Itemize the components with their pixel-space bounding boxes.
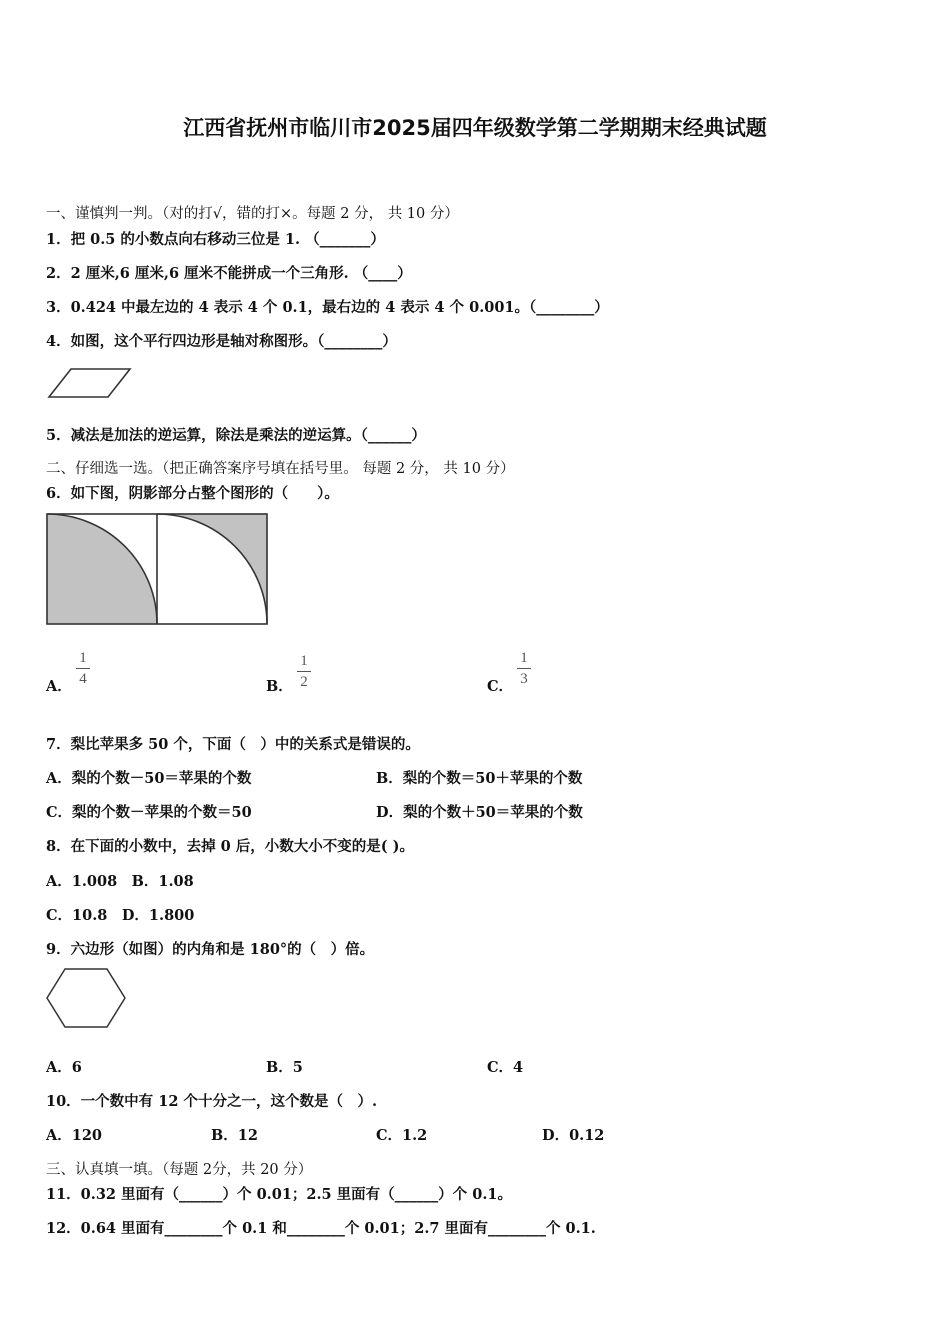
q7-option-b: B．梨的个数＝50＋苹果的个数 [376,770,583,787]
q6-option-c-fraction [514,649,534,688]
q7-option-a: A．梨的个数－50＝苹果的个数 [46,770,252,787]
question-10: 10．一个数中有 12 个十分之一，这个数是（ ）. [46,1093,377,1110]
fraction-denominator: 2 [300,674,308,690]
q6-option-b-fraction [294,652,314,691]
question-4: 4．如图，这个平行四边形是轴对称图形。（________） [46,333,397,350]
section2-heading: 二、仔细选一选。（把正确答案序号填在括号里。 每题 2 分， 共 10 分） [46,461,515,477]
fraction-numerator: 1 [79,650,87,666]
q9-option-b: B．5 [266,1059,303,1076]
q6-option-c-label: C． [487,678,514,695]
fraction-denominator: 4 [79,671,87,687]
q10-option-d: D．0.12 [542,1127,605,1144]
fraction-bar [76,668,90,669]
q10-option-b: B．12 [211,1127,258,1144]
parallelogram-figure [46,366,136,402]
q10-option-a: A．120 [46,1127,103,1144]
question-1: 1．把 0.5 的小数点向右移动三位是 1. （_______） [46,231,385,248]
q6-option-a-label: A． [46,678,72,695]
question-12: 12．0.64 里面有________个 0.1 和________个 0.01；2.7 里面有________个 0.1. [46,1220,596,1237]
shaded-squares-figure [44,511,272,629]
question-8: 8．在下面的小数中，去掉 0 后，小数大小不变的是( )。 [46,838,415,855]
fraction-bar [517,668,531,669]
q9-option-c: C．4 [487,1059,524,1076]
fraction-numerator: 1 [520,650,528,666]
q8-options-ab: A．1.008 B．1.08 [46,873,194,890]
q10-option-c: C．1.2 [376,1127,428,1144]
q7-option-c: C．梨的个数－苹果的个数＝50 [46,804,252,821]
q9-option-a: A．6 [46,1059,82,1076]
q6-option-a-fraction [73,649,93,688]
question-11: 11．0.32 里面有（______）个 0.01；2.5 里面有（______）个 0.1。 [46,1186,512,1203]
fraction-numerator: 1 [300,653,308,669]
question-6: 6．如下图，阴影部分占整个图形的（ ）。 [46,485,339,502]
fraction-denominator: 3 [520,671,528,687]
hexagon-figure [44,966,128,1030]
question-7: 7．梨比苹果多 50 个，下面（ ）中的关系式是错误的。 [46,736,420,753]
section3-heading: 三、认真填一填。（每题 2分，共 20 分） [46,1162,313,1178]
fraction-bar [297,671,311,672]
question-9: 9．六边形（如图）的内角和是 180°的（ ）倍。 [46,941,375,958]
question-3: 3．0.424 中最左边的 4 表示 4 个 0.1，最右边的 4 表示 4 个 0.001。（________） [46,299,609,316]
q6-option-b-label: B． [266,678,293,695]
question-5: 5．减法是加法的逆运算，除法是乘法的逆运算。（______） [46,427,426,444]
question-2: 2．2 厘米,6 厘米,6 厘米不能拼成一个三角形. （____） [46,265,412,282]
q8-options-cd: C．10.8 D．1.800 [46,907,195,924]
page-title: 江西省抚州市临川市2025届四年级数学第二学期期末经典试题 [183,116,767,140]
section1-heading: 一、谨慎判一判。（对的打√，错的打×。每题 2 分， 共 10 分） [46,206,459,222]
q7-option-d: D．梨的个数＋50＝苹果的个数 [376,804,583,821]
